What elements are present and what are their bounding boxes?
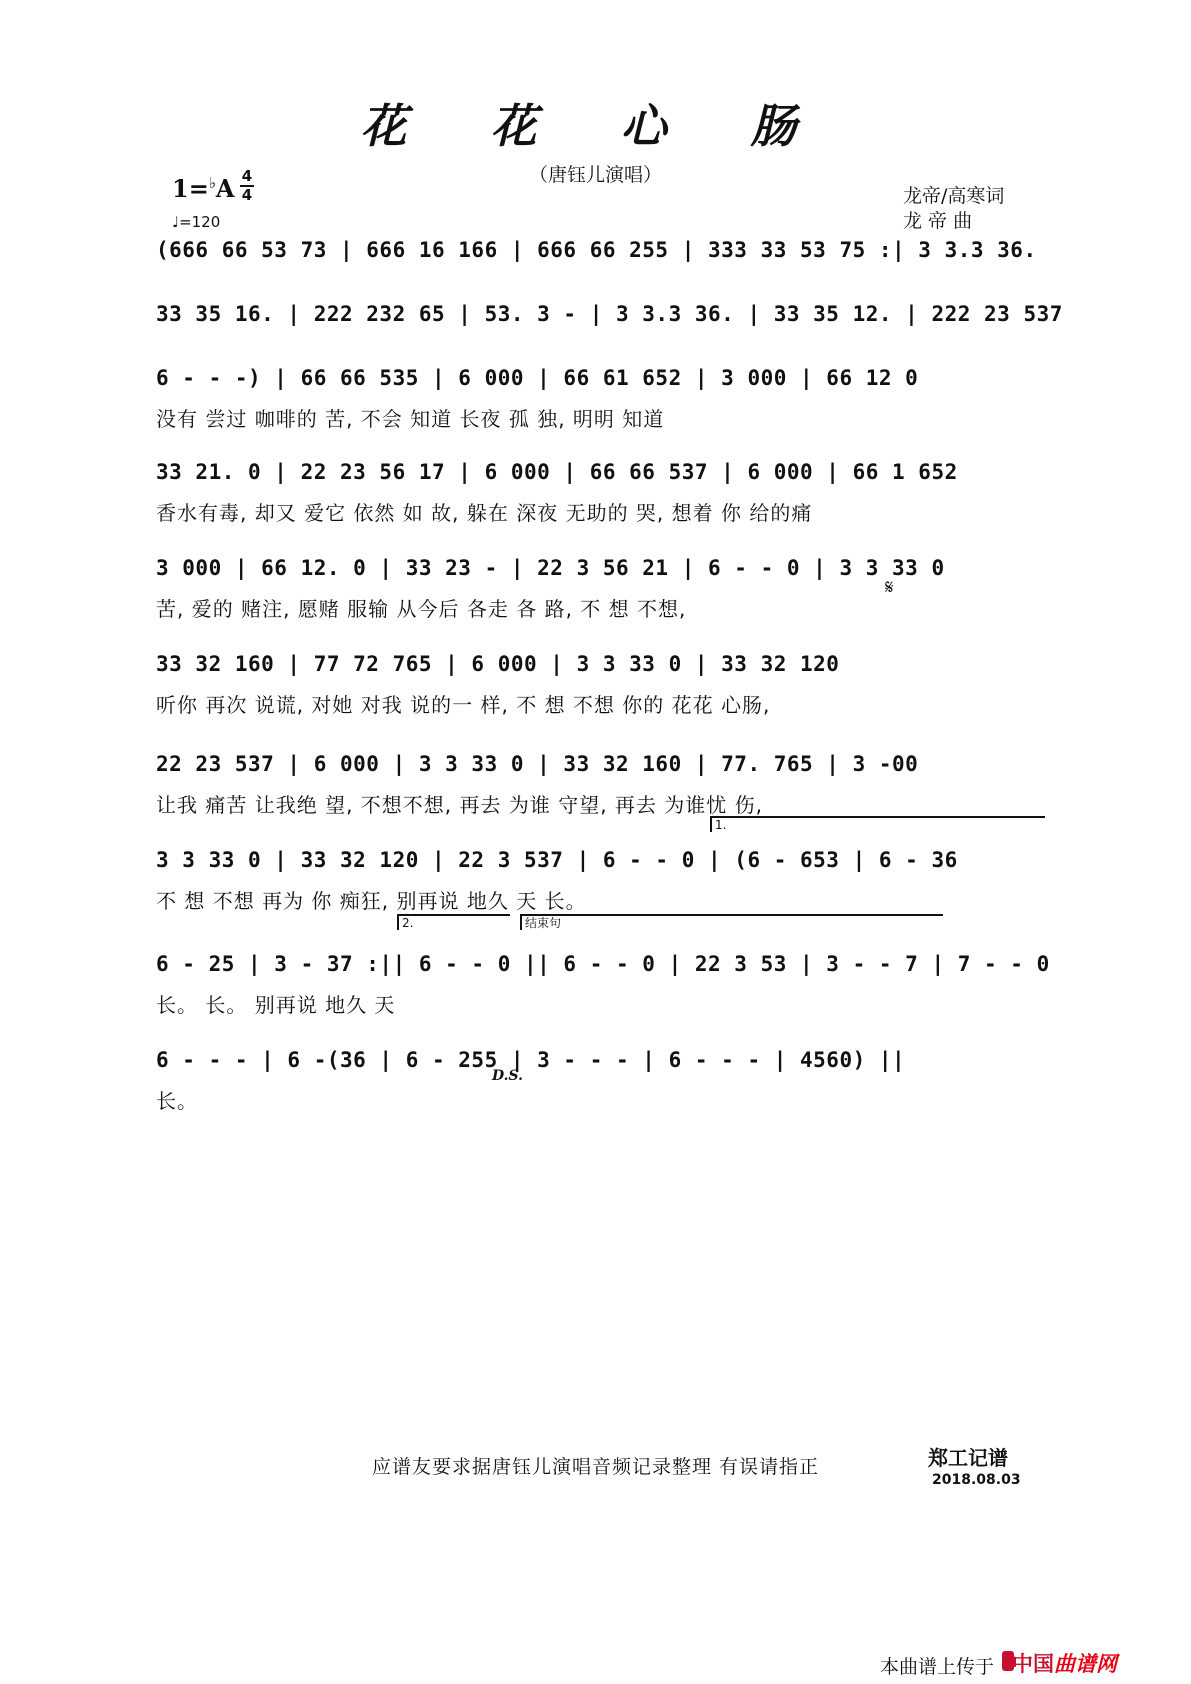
score-row-1 (156, 238, 1044, 280)
transcription-note: 应谱友要求据唐钰儿演唱音频记录整理 有误请指正 (371, 1456, 820, 1478)
tempo-marking: ♩=120 (172, 213, 221, 231)
ending-phrase-bracket: 结束句 (520, 914, 943, 930)
volta-2-bracket: 2. (397, 914, 510, 930)
notation-line: 6 - - - | 6 -(36 | 6 - 255 | 3 - - - | 6 - - - | 4560) || (156, 1048, 906, 1072)
score-row-9 (156, 952, 1050, 994)
key-signature (172, 174, 235, 203)
composer: 龙 帝 曲 (903, 210, 973, 232)
notation-line: 22 23 537 | 6 000 | 3 3 33 0 | 33 32 160 | 77. 765 | 3 -00 (156, 752, 919, 776)
lyric-line-5: 苦, 爱的 赌注, 愿赌 服输 从今后 各走 各 路, 不 想 不想, (156, 597, 687, 621)
notation-line: 6 - 25 | 3 - 37 :|| 6 - - 0 || 6 - - 0 | 22 3 53 | 3 - - 7 | 7 - - 0 (156, 952, 1050, 976)
score-row-3 (156, 366, 1044, 408)
notation-line: 3 3 33 0 | 33 32 120 | 22 3 537 | 6 - - 0 | (6 - 653 | 6 - 36 (156, 848, 958, 872)
segno-mark: 𝄋 (885, 575, 894, 599)
lyric-line-4: 香水有毒, 却又 爱它 依然 如 故, 躲在 深夜 无助的 哭, 想着 你 给的痛 (156, 501, 813, 525)
score-row-4 (156, 460, 1044, 502)
notation-line: 3 000 | 66 12. 0 | 33 23 - | 22 3 56 21 | 6 - - 0 | 3 3 33 0 (156, 556, 945, 580)
transcriber-signature: 郑工记谱 (928, 1446, 1008, 1470)
time-top: 4 (241, 167, 253, 185)
upload-caption: 本曲谱上传于 (880, 1656, 995, 1678)
lyric-line-10: 长。 (156, 1089, 198, 1113)
notation-line: 33 32 160 | 77 72 765 | 6 000 | 3 3 33 0 | 33 32 120 (156, 652, 840, 676)
site-logo[interactable] (1012, 1648, 1117, 1678)
score-row-5 (156, 556, 1044, 598)
score-row-7 (156, 752, 1044, 794)
key-note: A (215, 174, 235, 203)
score-row-6 (156, 652, 1044, 694)
time-bottom: 4 (241, 186, 253, 204)
lyric-line-6: 听你 再次 说谎, 对她 对我 说的一 样, 不 想 不想 你的 花花 心肠, (156, 693, 771, 717)
flat-symbol: ♭ (208, 174, 216, 192)
dal-segno-mark: D.S. (492, 1068, 524, 1084)
notation-line: (666 66 53 73 | 666 16 166 | 666 66 255 | 333 33 53 75 :| 3 3.3 36. (156, 238, 1037, 262)
score-row-8 (156, 848, 1044, 890)
transcription-date: 2018.08.03 (932, 1472, 1021, 1488)
performer-subtitle: （唐钰儿演唱） (528, 164, 662, 186)
key-prefix: 1= (172, 174, 209, 203)
notation-line: 33 21. 0 | 22 23 56 17 | 6 000 | 66 66 537 | 6 000 | 66 1 652 (156, 460, 958, 484)
site-name-qp: 曲谱网 (1054, 1652, 1117, 1676)
time-signature (240, 168, 254, 204)
lyric-line-9: 长。 长。 别再说 地久 天 (156, 993, 396, 1017)
lyricist: 龙帝/高寒词 (903, 185, 1005, 207)
credits (903, 184, 1004, 234)
site-name-cn: 中国 (1012, 1652, 1054, 1676)
volta-1-bracket: 1. (710, 816, 1045, 832)
score-row-10 (156, 1048, 1044, 1090)
lyric-line-7: 让我 痛苦 让我绝 望, 不想不想, 再去 为谁 守望, 再去 为谁忧 伤, (156, 793, 764, 817)
notation-line: 33 35 16. | 222 232 65 | 53. 3 - | 3 3.3 36. | 33 35 12. | 222 23 537 (156, 302, 1063, 326)
song-title: 花 花 心 肠 (360, 99, 831, 153)
score-row-2 (156, 302, 1063, 344)
lyric-line-8: 不 想 不想 再为 你 痴狂, 别再说 地久 天 长。 (156, 889, 587, 913)
lyric-line-3: 没有 尝过 咖啡的 苦, 不会 知道 长夜 孤 独, 明明 知道 (156, 407, 665, 431)
notation-line: 6 - - -) | 66 66 535 | 6 000 | 66 61 652 | 3 000 | 66 12 0 (156, 366, 919, 390)
